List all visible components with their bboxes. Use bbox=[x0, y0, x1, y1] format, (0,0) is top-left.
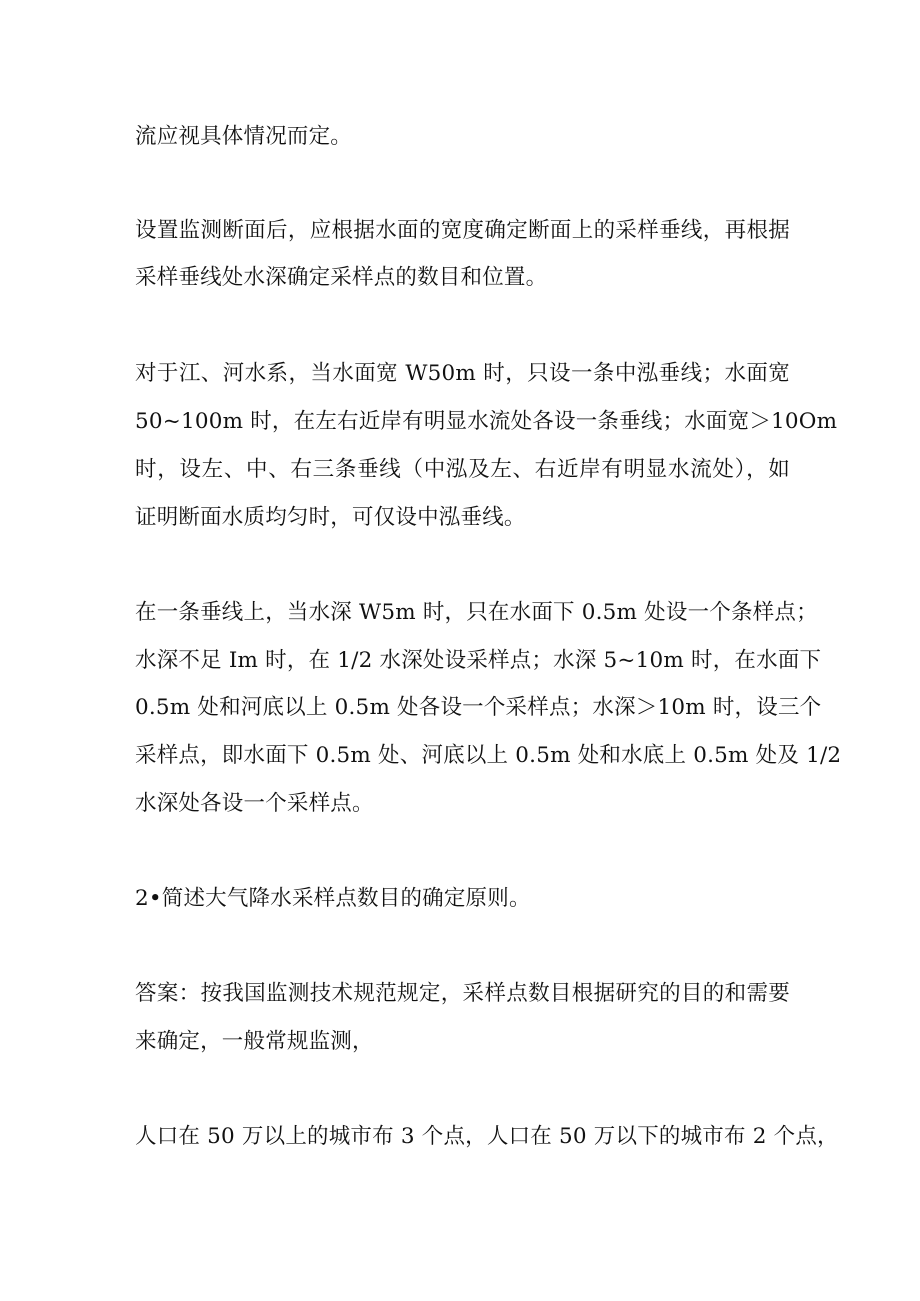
text-line: 对于江、河水系，当水面宽 W50m 时，只设一条中泓垂线；水面宽 bbox=[135, 361, 790, 386]
text-line: 0.5m 处和河底以上 0.5m 处各设一个采样点；水深＞10m 时，设三个 bbox=[135, 695, 822, 720]
text-line: 证明断面水质均匀时，可仅设中泓垂线。 bbox=[135, 505, 526, 530]
text-line: 来确定，一般常规监测， bbox=[135, 1029, 374, 1054]
text-line: 人口在 50 万以上的城市布 3 个点，人口在 50 万以下的城市布 2 个点， bbox=[135, 1124, 839, 1149]
text-line: 设置监测断面后，应根据水面的宽度确定断面上的采样垂线，再根据 bbox=[135, 218, 790, 243]
text-line: 流应视具体情况而定。 bbox=[135, 124, 353, 149]
text-line: 时，设左、中、右三条垂线（中泓及左、右近岸有明显水流处），如 bbox=[135, 457, 790, 482]
text-line: 采样垂线处水深确定采样点的数目和位置。 bbox=[135, 265, 548, 290]
text-line: 水深处各设一个采样点。 bbox=[135, 791, 374, 816]
text-line: 采样点，即水面下 0.5m 处、河底以上 0.5m 处和水底上 0.5m 处及 1/2 bbox=[135, 743, 842, 768]
text-line: 50~100m 时，在左右近岸有明显水流处各设一条垂线；水面宽＞10Om bbox=[135, 409, 838, 434]
text-line: 水深不足 Im 时，在 1/2 水深处设采样点；水深 5~10m 时，在水面下 bbox=[135, 648, 822, 673]
text-line: 在一条垂线上，当水深 W5m 时，只在水面下 0.5m 处设一个条样点； bbox=[135, 600, 818, 625]
text-line: 答案：按我国监测技术规范规定，采样点数目根据研究的目的和需要 bbox=[135, 981, 790, 1006]
question-heading: 2•简述大气降水采样点数目的确定原则。 bbox=[135, 886, 531, 911]
